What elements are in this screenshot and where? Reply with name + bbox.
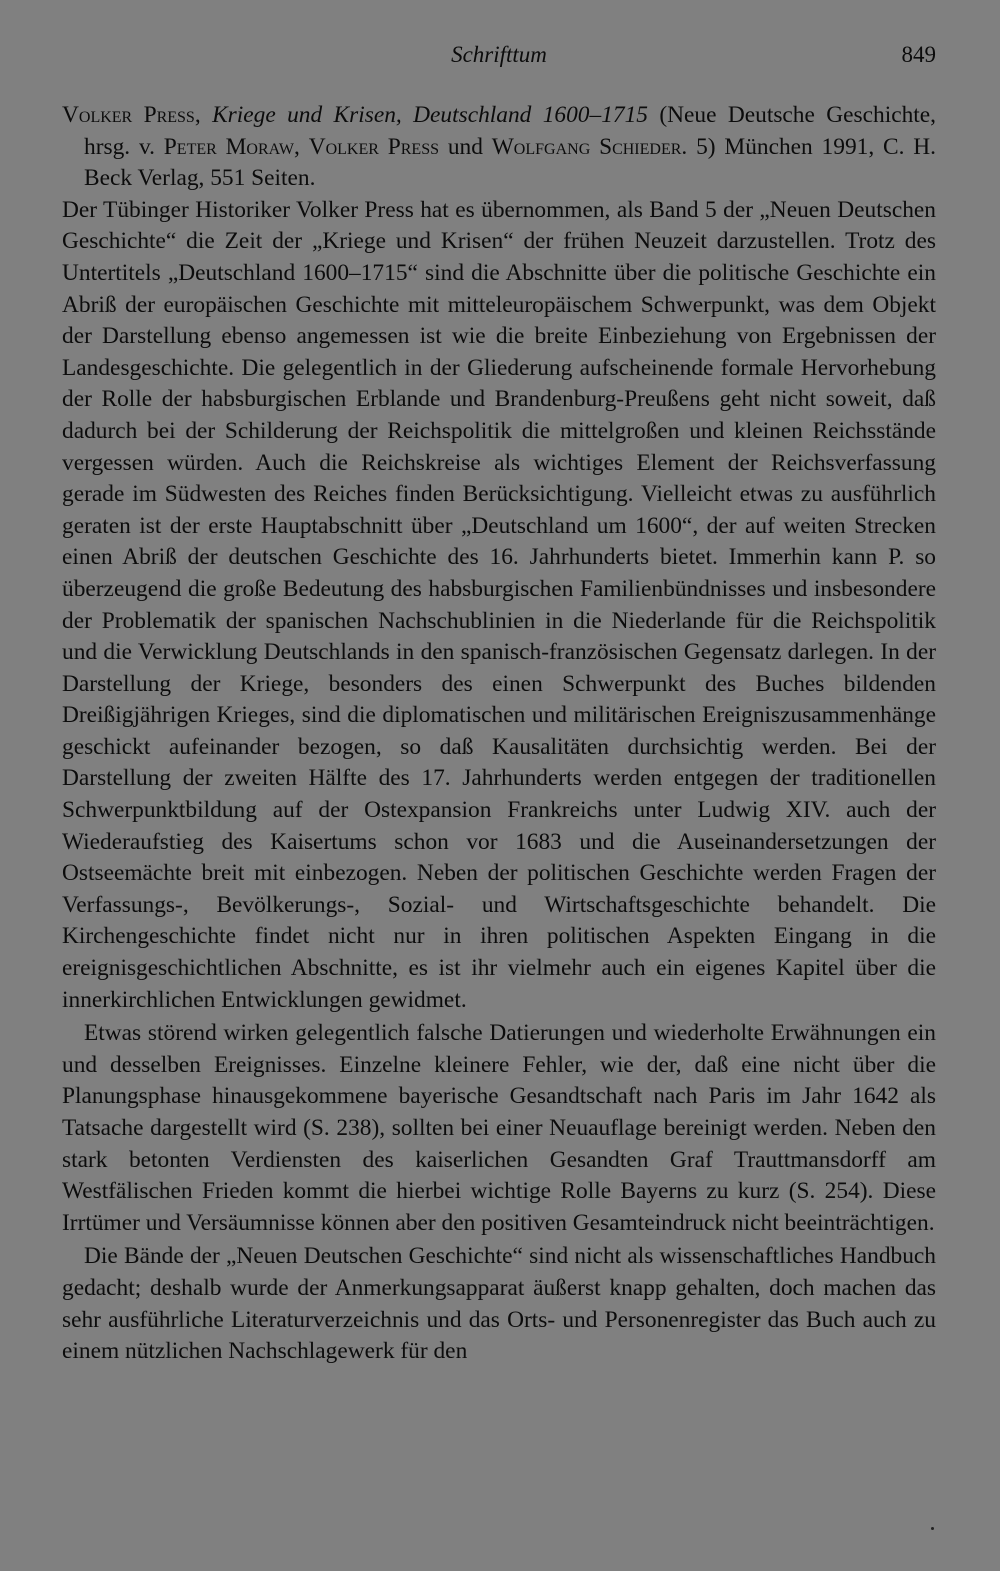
running-head <box>62 38 936 72</box>
entry-separator: , <box>194 102 213 128</box>
entry-series: (Neue Deutsche Geschichte, hrsg. v. <box>84 102 936 160</box>
entry-editor: Peter Moraw <box>163 133 295 160</box>
entry-separator: , <box>294 133 309 160</box>
body-paragraph: Etwas störend wirken gelegentlich falsche Datierungen und wiederholte Erwähnungen ein und desselben Ereignisses. Einzelne kleinere Fehler, wie der, daß eine nicht über die Planungsphase hinausgekommene bayerische Gesandtschaft nach Paris im Jahr 1642 als Tatsache dargestellt wird (S. 238), sollten bei einer Neuauflage bereinigt werden. Neben den stark betonten Verdiensten des kaiserlichen Gesandten Graf Trauttmansdorff am Westfälischen Frieden kommt die hierbei wichtige Rolle Bayerns zu kurz (S. 254). Diese Irrtümer und Versäumnisse können aber den positiven Gesamteindruck nicht beeinträchtigen. <box>62 1020 936 1236</box>
scan-speck <box>931 1527 934 1530</box>
body-paragraph: Der Tübinger Historiker Volker Press hat es übernommen, als Band 5 der „Neuen Deutschen Geschichte“ die Zeit der „Kriege und Krisen“ der frühen Neuzeit darzustellen. Trotz des Untertitels „Deutschland 1600–1715“ sind die Abschnitte über die politische Geschichte ein Abriß der europäischen Geschichte mit mitteleuropäischem Schwerpunkt, was dem Objekt der Darstellung ebenso angemessen ist wie die breite Einbeziehung von Ergebnissen der Landesgeschichte. Die gelegentlich in der Gliederung aufscheinende formale Hervorhebung der Rolle der habsburgischen Erblande und Brandenburg-Preußens geht nicht soweit, daß dadurch bei der Schilderung der Reichspolitik die mittelgroßen und kleinen Reichsstände vergessen würden. Auch die Reichskreise als wichtiges Element der Reichsverfassung gerade im Südwesten des Reiches finden Berücksichtigung. Vielleicht etwas zu ausführlich geraten ist der erste Hauptabschnitt über „Deutschland um 1600“, der auf weiten Strecken einen Abriß der deutschen Geschichte des 16. Jahrhunderts bietet. Immerhin kann P. so überzeugend die große Bedeutung des habsburgischen Familienbündnisses und insbesondere der Problematik der spanischen Nachschublinien in die Niederlande für die Reichspolitik und die Verwicklung Deutschlands in den spanisch-französischen Gegensatz darlegen. In der Darstellung der Kriege, besonders des einen Schwerpunkt des Buches bildenden Dreißigjährigen Krieges, sind die diplomatischen und militärischen Ereigniszusammenhänge geschickt aufeinander bezogen, so daß Kausalitäten durchsichtig werden. Bei der Darstellung der zweiten Hälfte des 17. Jahrhunderts werden entgegen der traditionellen Schwerpunktbildung auf der Ostexpansion Frankreichs unter Ludwig XIV. auch der Wiederaufstieg des Kaisertums schon vor 1683 und die Auseinandersetzungen der Ostseemächte breit mit einbezogen. Neben der politischen Geschichte werden Fragen der Verfassungs-, Bevölkerungs-, Sozial- und Wirtschaftsgeschichte behandelt. Die Kirchengeschichte findet nicht nur in ihren politischen Aspekten Eingang in die ereignisgeschichtlichen Abschnitte, es ist ihr vielmehr auch ein eigenes Kapitel über die innerkirchlichen Entwicklungen gewidmet. <box>62 196 936 1013</box>
body-paragraph: Die Bände der „Neuen Deutschen Geschichte“ sind nicht als wissenschaftliches Handbuch gedacht; deshalb wurde der Anmerkungsapparat äußerst knapp gehalten, doch machen das sehr ausführliche Literaturverzeichnis und das Orts- und Personenregister das Buch auch zu einem nützlichen Nachschlagewerk für den <box>62 1243 936 1365</box>
entry-conjunction: und <box>439 133 492 160</box>
entry-author: Volker Press <box>62 102 195 128</box>
bibliographic-entry <box>62 100 936 195</box>
entry-imprint: . 5) München 1991, C. H. Beck Verlag, 551 Seiten. <box>84 133 937 192</box>
page-number: 849 <box>901 42 936 67</box>
journal-page <box>62 38 936 1538</box>
entry-title: Kriege und Krisen, Deutschland 1600–1715 <box>212 102 648 128</box>
entry-editor: Wolfgang Schieder <box>491 133 682 160</box>
entry-editor: Volker Press <box>308 133 439 160</box>
running-title: Schrifttum <box>451 42 547 67</box>
